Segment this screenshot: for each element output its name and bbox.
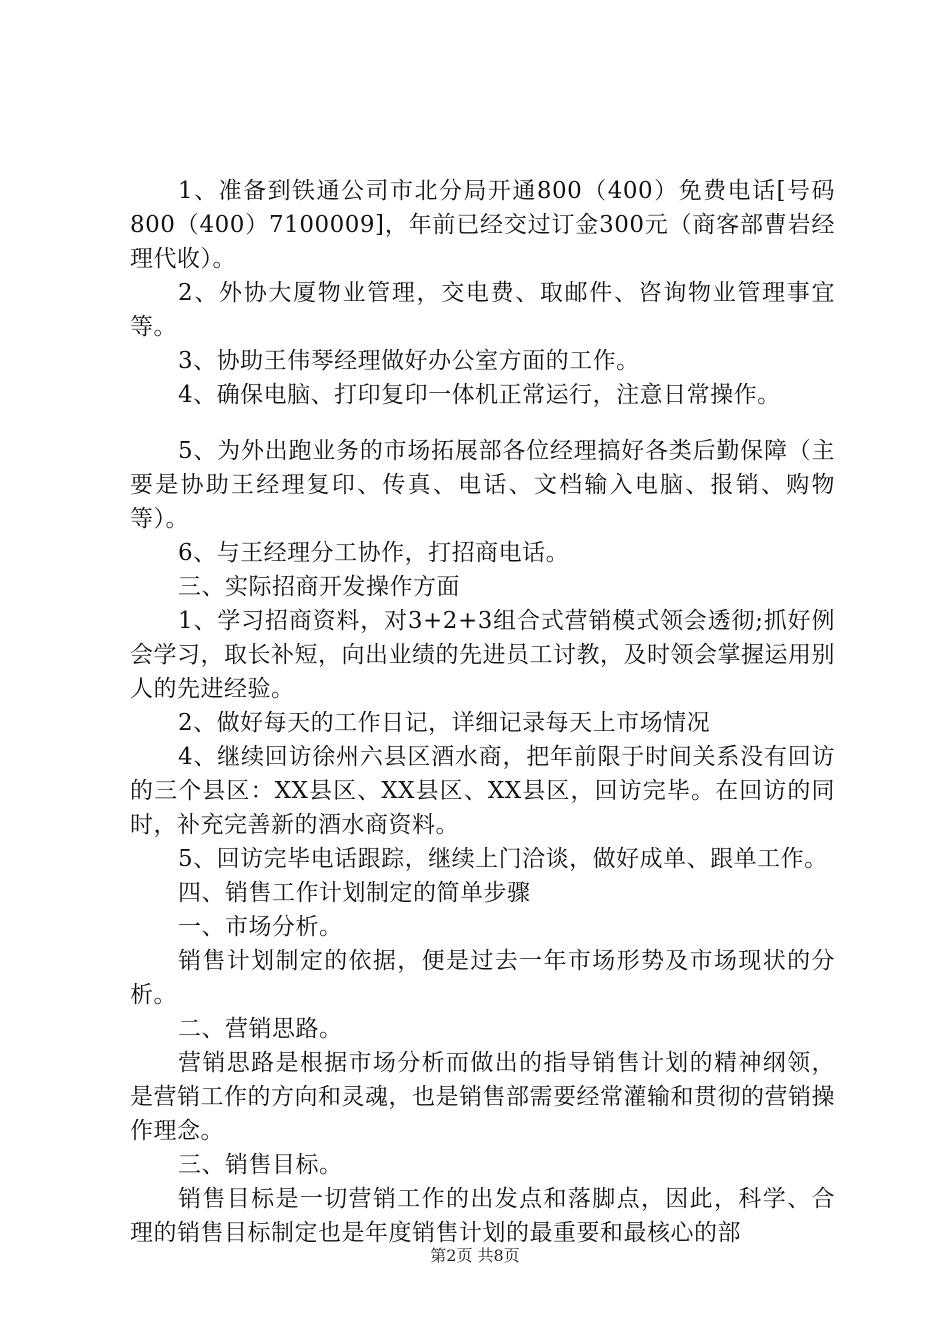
document-body [130, 174, 835, 1250]
paragraph-4: 4、确保电脑、打印复印一体机正常运行，注意日常操作。 [178, 382, 781, 408]
paragraph-8: 2、做好每天的工作日记，详细记录每天上市场情况 [178, 710, 711, 736]
paragraph-9: 4、继续回访徐州六县区酒水商，把年前限于时间关系没有回访的三个县区：XX县区、XX县区、XX县区，回访完毕。在回访的同时，补充完善新的酒水商资料。 [130, 744, 835, 838]
paragraph-12: 营销思路是根据市场分析而做出的指导销售计划的精神纲领，是营销工作的方向和灵魂，也是销售部需要经常灌输和贯彻的营销操作理念。 [130, 1050, 835, 1144]
subheading-market-analysis: 一、市场分析。 [178, 914, 343, 940]
paragraph-6: 6、与王经理分工协作，打招商电话。 [178, 540, 570, 566]
paragraph-13: 销售目标是一切营销工作的出发点和落脚点，因此，科学、合理的销售目标制定也是年度销售计划的最重要和最核心的部 [130, 1186, 835, 1246]
paragraph-2: 2、外协大厦物业管理，交电费、取邮件、咨询物业管理事宜等。 [130, 280, 835, 340]
paragraph-7: 1、学习招商资料，对3+2+3组合式营销模式领会透彻;抓好例会学习，取长补短，向出业绩的先进员工讨教，及时领会掌握运用别人的先进经验。 [130, 608, 835, 702]
section-heading-4: 四、销售工作计划制定的简单步骤 [178, 880, 531, 906]
subheading-sales-targets: 三、销售目标。 [178, 1152, 343, 1178]
page-number-footer: 第2页 共8页 [430, 1246, 520, 1265]
paragraph-3: 3、协助王伟琴经理做好办公室方面的工作。 [178, 348, 640, 374]
paragraph-11: 销售计划制定的依据，便是过去一年市场形势及市场现状的分析。 [130, 948, 835, 1008]
subheading-marketing-ideas: 二、营销思路。 [178, 1016, 343, 1042]
section-heading-3: 三、实际招商开发操作方面 [178, 574, 460, 600]
paragraph-10: 5、回访完毕电话跟踪，继续上门洽谈，做好成单、跟单工作。 [178, 846, 828, 872]
paragraph-5: 5、为外出跑业务的市场拓展部各位经理搞好各类后勤保障（主要是协助王经理复印、传真、电话、文档输入电脑、报销、购物等）。 [130, 438, 835, 532]
paragraph-1: 1、准备到铁通公司市北分局开通800（400）免费电话[号码800（400）7100009]，年前已经交过订金300元（商客部曹岩经理代收）。 [130, 178, 835, 272]
